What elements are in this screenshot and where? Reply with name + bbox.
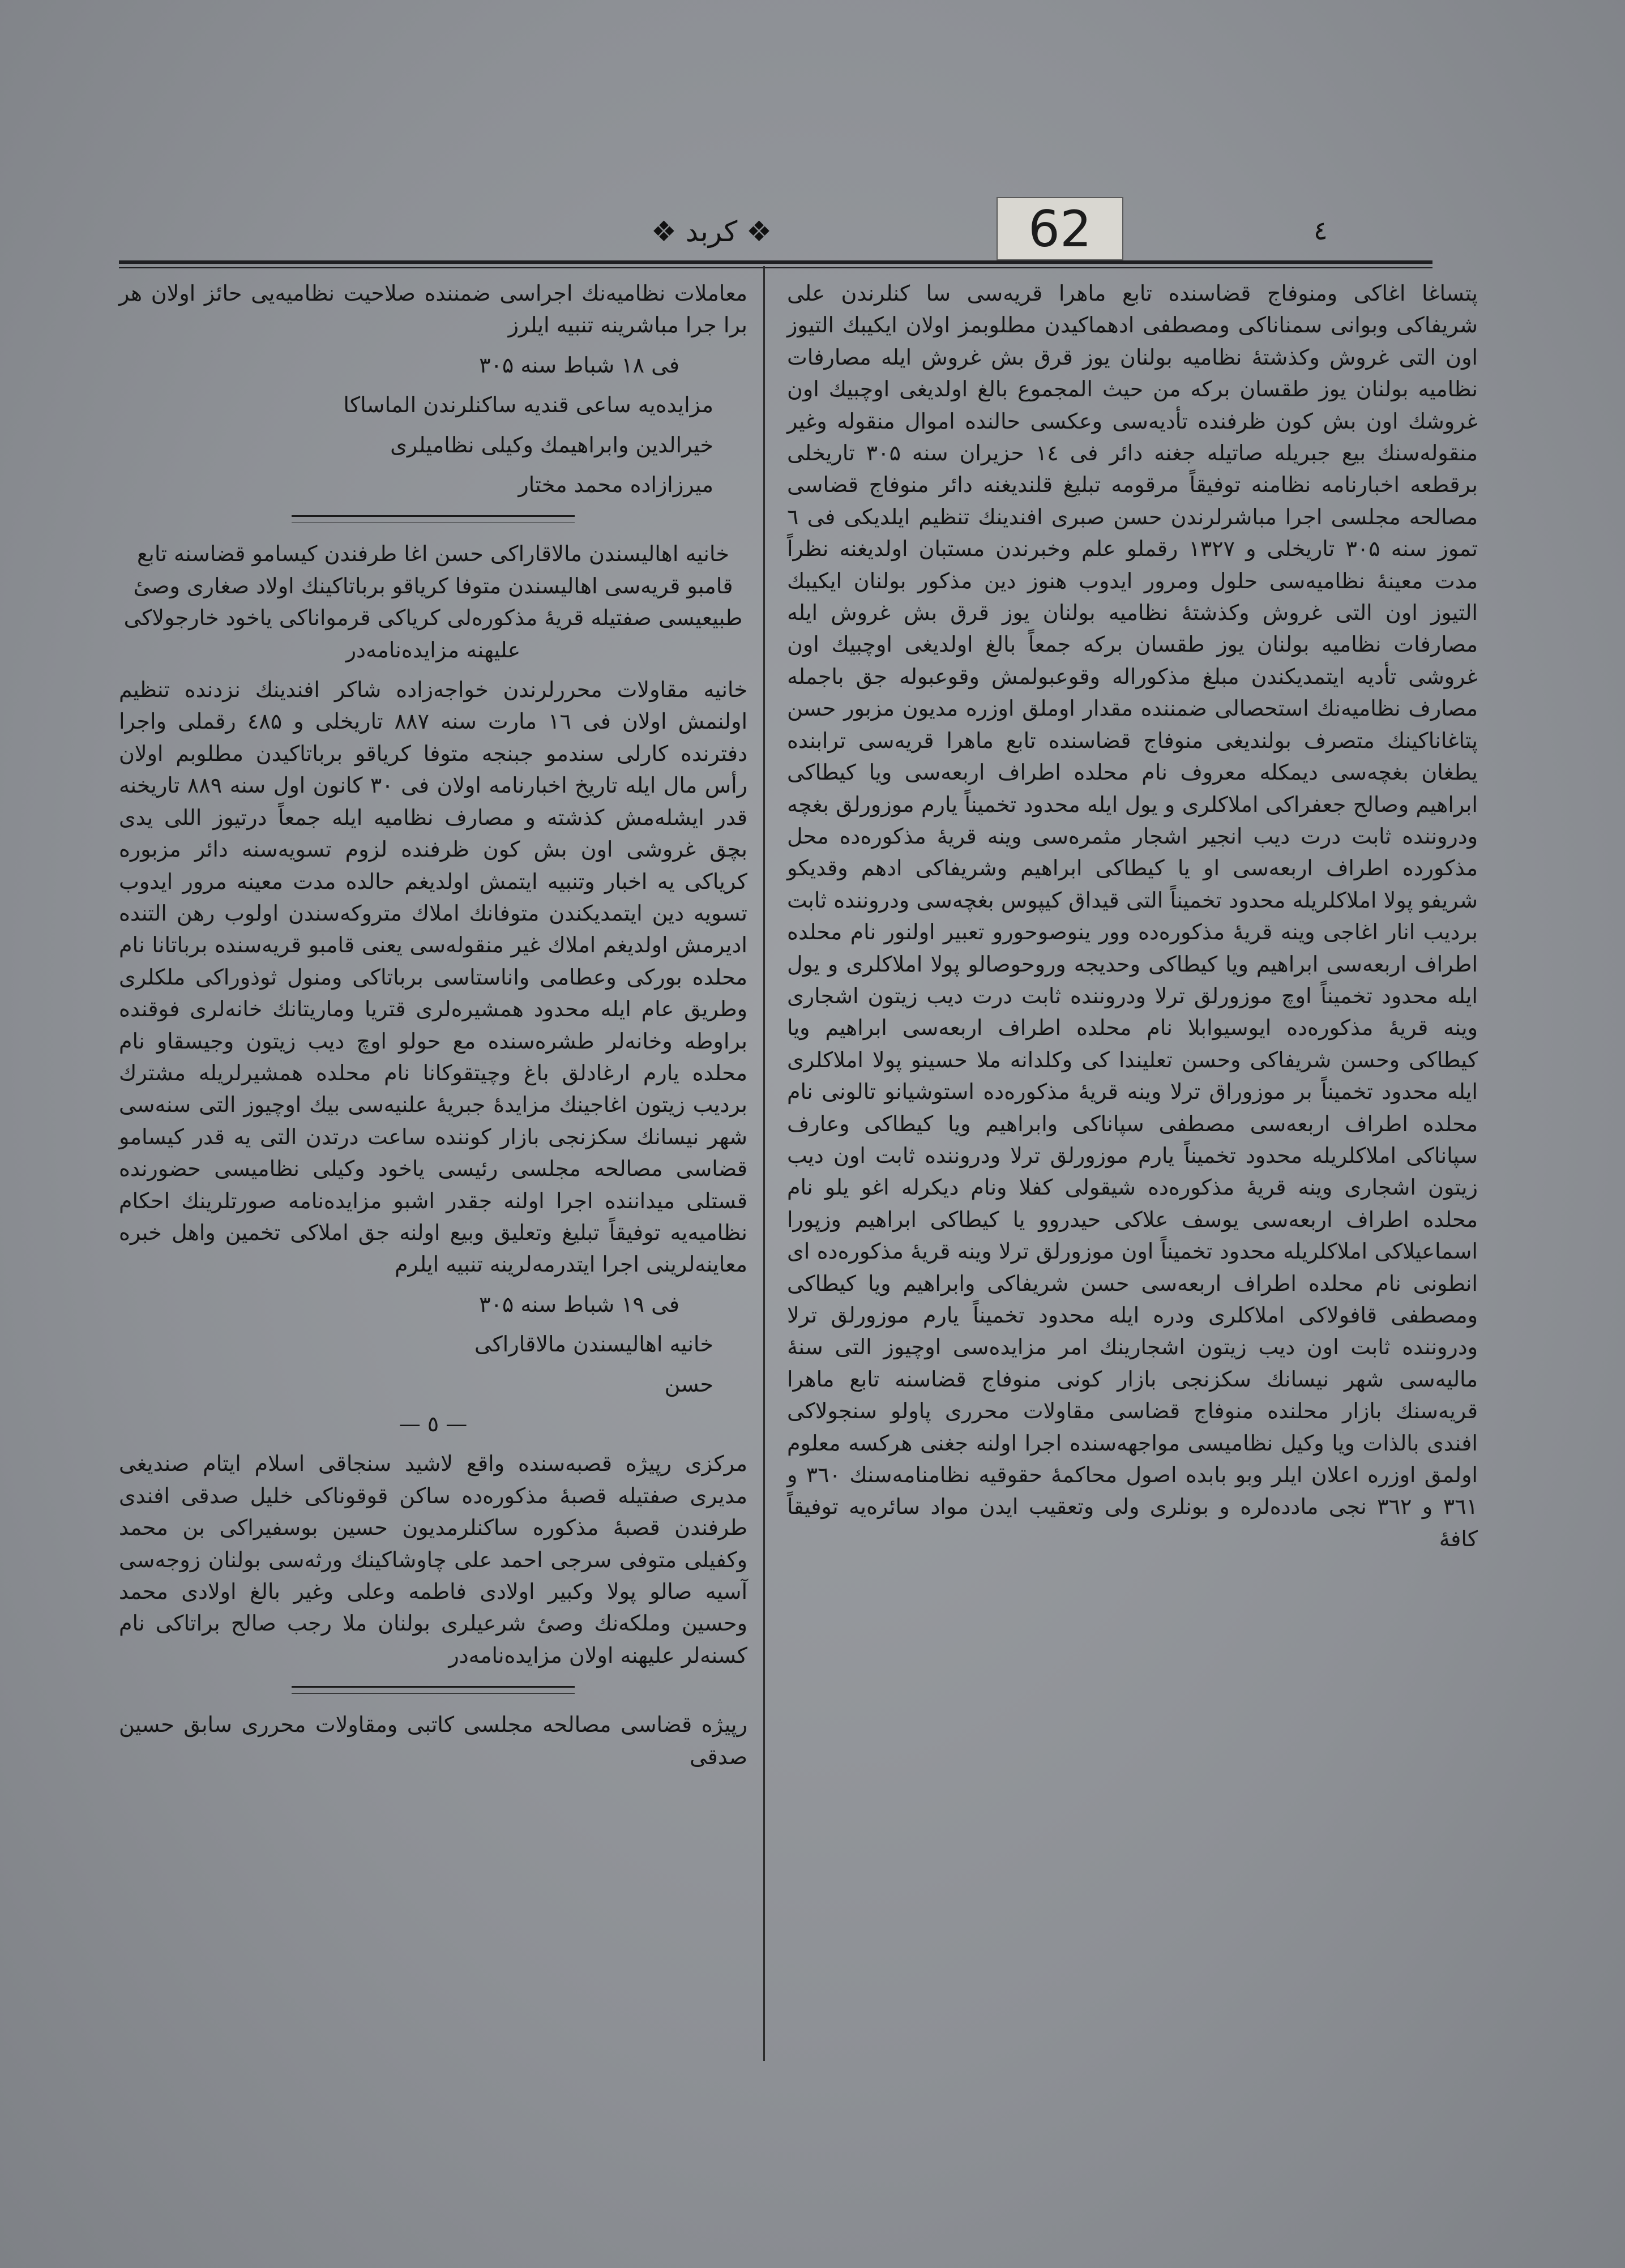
masthead-title: ❖ کربد ❖: [651, 215, 772, 248]
notice-3-body: مرکزی رپیژه قصبه‌سنده واقع لاشید سنجاقی اسلام ایتام صندیغی مدیری صفتیله قصبهٔ مذکوره‌ده ساکن قوقوناکی خلیل صدقی افندی طرفندن قصبهٔ مذکوره ساکنلرمدیون حسین بوسفیراکی بن محمد وکفیلی متوفی سرجی احمد علی چاوشاکینك ورثه‌سی بولنان زوجه‌سی آسیه صالو پولا وکبیر اولادی فاطمه وعلی وغیر بالغ اولادی محمد وحسین وملکه‌نك وصیٔ شرعیلری بولنان ملا رجب صالح براتاکی نام کسنه‌لر علیهنه اولان مزایده‌نامه‌در: [119, 1451, 747, 1668]
section-divider: [292, 515, 575, 523]
section-number: — ٥ —: [399, 1411, 468, 1436]
notice-2-heading: خانیه اهالیسندن مالاقاراکی حسن اغا طرفندن کیسامو قضاسنه تابع قامبو قریه‌سی اهالیسندن متوفا کریاقو برباتاکینك اولاد صغاری وصیٔ طبیعیسی صفتیله قریهٔ مذکوره‌لی کریاکی قرمواناکی یاخود خارجولاکی علیهنه مزایده‌نامه‌در: [123, 541, 743, 662]
notice-2-signature-line: حسن: [664, 1371, 713, 1397]
right-column: [787, 277, 1478, 1563]
notice-2-signature-line: خانیه اهالیسندن مالاقاراکی: [474, 1332, 713, 1357]
notice-1-signature-line: میرزازاده محمد مختار: [518, 472, 713, 498]
notice-2-date: فی ۱۹ شباط سنه ۳۰۵: [479, 1291, 679, 1317]
notice-1-signature-line: خیرالدین وابراهیمك وکیلی نظامیلری: [390, 432, 713, 457]
section-divider: [292, 1686, 575, 1694]
notice-3-signature: رپیژه قضاسی مصالحه مجلسی کاتبی ومقاولات محرری سابق حسین صدقی: [119, 1712, 747, 1769]
notice-2-body: خانیه مقاولات محررلرندن خواجه‌زاده شاکر افندینك نزدنده تنظیم اولنمش اولان فی ۱٦ مارت سنه ۸۸۷ تاریخلی و ٤۸۵ رقملی واجرا دفترنده کارلی سندمو جبنجه متوفا کریاقو برباتاکیدن مطلوبم اولان رأس مال ایله تاریخ اخبارنامه اولان فی ۳۰ کانون اول سنه ۸۸۹ تاریخنه قدر ایشله‌مش کذشته و مصارف نظامیه ایله جمعاً درتیوز اللی یدی بچق غروشی اون بش کون ظرفنده لزوم تسویه‌سنه دائر مزبوره کریاکی یه اخبار وتنبیه ایتمش اولدیغم حالده مدت معینه مرور ایدوب تسویه دین ایتمدیکندن متوفانك املاك متروکه‌سندن اولوب رهن التنده ادیرمش اولدیغم املاك غیر منقوله‌سی یعنی قامبو قریه‌سنده برباتانا نام محلده بورکی وعطامی واناستاسی برباتاکی ومنول ثوذوراکی ملکلری وطریق عام ایله محدود همشیره‌لری قتریا وماریتانك خانه‌لری فوقنده براوطه وخانه‌لر طشره‌سنده مع حولو اوچ دیب زیتون وجیسقاو نام محلده یارم ارغادلق باغ وچیتقوکانا نام محلده همشیرلریله مشترك بردیب زیتون اغاجینك مزایدهٔ جبریهٔ علنیه‌سی بیك اوچیوز التی سنه‌سی شهر نیسانك سکزنجی بازار کوننده ساعت درتدن التی یه قدر کیسامو قضاسی مصالحه مجلسی رئیسی یاخود وکیلی نظامیسی حضورنده قستلی میداننده اجرا اولنه جقدر اشبو مزایده‌نامه صورتلرینك احکام نظامیه‌یه توفیقاً تبلیغ وتعلیق وبیع اولنه جق املاکی تخمین واهل خبره معاینه‌لرینی اجرا ایتدرمه‌لرینه تنبیه ایلرم: [119, 677, 748, 1277]
column-divider: [763, 266, 765, 2061]
archive-number-label: 62: [997, 197, 1123, 260]
notice-1-closing: معاملات نظامیه‌نك اجراسی ضمننده صلاحیت نظامیه‌یی حائز اولان هر برا جرا مباشرینه تنبیه ایلرز: [119, 281, 747, 338]
notice-1-signature-line: مزایده‌یه ساعی قندیه ساکنلرندن الماساکا: [343, 392, 713, 418]
page-number: ٤: [1314, 215, 1328, 246]
newspaper-page: [85, 181, 1478, 2049]
header-rule: [119, 260, 1432, 268]
left-column: [119, 277, 747, 1781]
notice-1-date: فی ۱۸ شباط سنه ۳۰۵: [479, 352, 679, 378]
right-column-text: پتساغا اغاکی ومنوفاج قضاسنده تابع ماهرا قریه‌سی سا کنلرندن علی شریفاکی وبوانی سمناناکی ومصطفی ادهماکیدن مطلوبمز اولان ایکیبك التیوز اون التی غروش وکذشتهٔ نظامیه بولنان یوز قرق بش غروش ایله مصارفات نظامیه بولنان یوز طقسان برکه من حیث المجموع بالغ اولدیغی اوچبیك اون غروشك اون بش کون ظرفنده تأدیه‌سی وعکسی حالنده اموال منقوله وغیر منقوله‌سنك بیع جبریله صاتیله جغنه دائر فی ۱٤ حزیران سنه ۳۰۵ تاریخلی برقطعه اخبارنامه نظامنه توفیقاً مرقومه تبلیغ قلندیغنه دائر منوفاج قضاسی مصالحه مجلسی اجرا مباشرلرندن حسن صبری افندینك تنظیم ایلدیکی فی ٦ تموز سنه ۳۰۵ تاریخلی و ۱۳۲۷ رقملو علم وخبرندن مستبان اولدیغنه نظراً مدت معینهٔ نظامیه‌سی حلول ومرور ایدوب هنوز دین مذکور بولنان ایکیبك التیوز اون التی غروش وکذشتهٔ نظامیه بولنان یوز قرق بش غروش ایله مصارفات نظامیه بولنان یوز طقسان برکه جمعاً بالغ اولدیغی اوچبیك اون غروشی تأدیه ایتمدیکندن مبلغ مذکوراله وقوعبولمش وقوعبوله جق باجمله مصارف نظامیه‌نك استحصالی ضمننده مقدار اوملق اوزره مدیون مزبور حسن پتاغاناکینك متصرف بولندیغی منوفاج قضاسنده تابع ماهرا قریه‌سی ترابنده یطغان بغچه‌سی دیمکله معروف نام محلده اطراف اربعه‌سی ویا کیطاکی ابراهیم وصالح جعفراکی املاکلری و یول ایله محدود تخمیناً یارم موزورلق بغچه ودروننده ثابت درت دیب انجیر اشجار مثمره‌سی وینه قریهٔ مذکوره‌ده محل مذکورده اطراف اربعه‌سی او یا کیطاکی ابراهیم وشریفاکی ادهم وقدیکو شریفو پولا املاکلریله محدود تخمیناً التی قیداق کیپوس بغچه‌سی ودروننده ثابت بردیب انار اغاجی وینه قریهٔ مذکوره‌ده وور ینوصوحورو تعبیر اولنور نام محلده اطراف اربعه‌سی ابراهیم ویا کیطاکی وحدیجه وروحوصالو پولا املاکلری و یول ایله محدود تخمیناً اوچ موزورلق ترلا ودروننده ثابت درت دیب زیتون اشجاری وینه قریهٔ مذکوره‌ده ایوسیوابلا نام محلده اطراف اربعه‌سی ابراهیم ویا کیطاکی وحسن شریفاکی وحسن تعلیندا کی وکلدانه ملا حسینو پولا املاکلری ایله محدود تخمیناً بر موزوراق ترلا وینه قریهٔ مذکوره‌ده استوشیانو تالونی نام محلده اطراف اربعه‌سی مصطفی سپاناکی وابراهیم ویا کیطاکی وعارف سپاناکی املاکلریله محدود تخمیناً یارم موزورلق ترلا ودروننده ثابت اون دیب زیتون اشجاری وینه قریهٔ مذکوره‌ده شیقولی کفلا ونام دیکرله اغو یلو نام محلده اطراف اربعه‌سی یوسف علاکی حیدروو یا کیطاکی ابراهیم وزپورا اسماعیلاکی املاکلریله محدود تخمیناً اون موزورلق ترلا وینه قریهٔ مذکوره‌ده ای انطونی نام محلده اطراف اربعه‌سی حسن شریفاکی وابراهیم ویا کیطاکی ومصطفی قافولاکی املاکلری ودره ایله محدود تخمیناً یارم موزورلق ترلا ودروننده ثابت اون دیب زیتون اشجارینك امر مزایده‌سی اوچیوز التی سنهٔ مالیه‌سی شهر نیسانك سکزنجی بازار کونی منوفاج قضاسنه تابع ماهرا قریه‌سنك بازار محلنده منوفاج قضاسی مقاولات محرری پاولو سنجولاکی افندی بالذات ویا وکیل نظامیسی مواجهه‌سنده اجرا اولنه جغنی هرکسه معلوم اولمق اوزره اعلان ایلر وبو بابده اصول محاکمهٔ حقوقیه نظامنامه‌سنك ۳٦۰ و ۳٦۱ و ۳٦۲ نجی مادده‌لره و بونلری ولی وتعقیب ایدن مواد سائره‌یه توفیقاً کافهٔ: [787, 281, 1478, 1551]
